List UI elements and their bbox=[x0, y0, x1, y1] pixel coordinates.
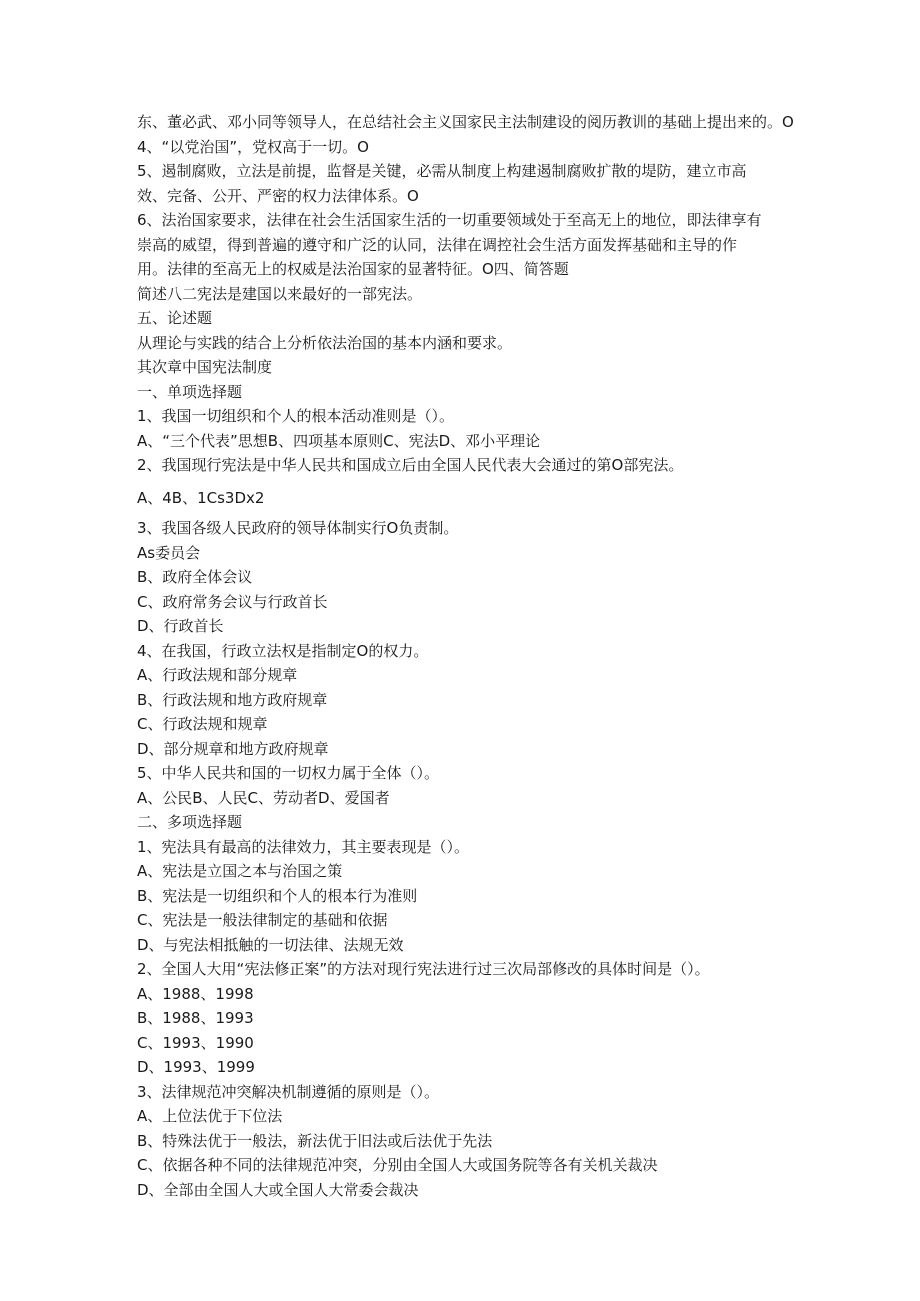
option-line: A、1988、1998 bbox=[137, 984, 254, 1003]
option-line: C、宪法是一般法律制定的基础和依据 bbox=[137, 911, 388, 929]
option-line: B、特殊法优于一般法，新法优于旧法或后法优于先法 bbox=[137, 1131, 493, 1150]
question-line: 2、全国人大用“宪法修正案”的方法对现行宪法进行过三次局部修改的具体时间是（）。 bbox=[137, 960, 710, 978]
option-line: D、部分规章和地方政府规章 bbox=[137, 739, 329, 758]
question-line: 3、法律规范冲突解决机制遵循的原则是（）。 bbox=[137, 1082, 440, 1101]
option-line: A、“三个代表”思想B、四项基本原则C、宪法D、邓小平理论 bbox=[137, 431, 541, 450]
text-line: 简述八二宪法是建国以来最好的一部宪法。 bbox=[137, 284, 423, 303]
question-line: 4、在我国，行政立法权是指制定O的权力。 bbox=[137, 641, 429, 660]
option-line: A、公民B、人民C、劳动者D、爱国者 bbox=[137, 788, 390, 807]
section-heading: 二、多项选择题 bbox=[137, 813, 243, 831]
option-line: D、行政首长 bbox=[137, 617, 224, 635]
option-line: D、1993、1999 bbox=[137, 1058, 255, 1076]
option-line: A、上位法优于下位法 bbox=[137, 1107, 283, 1125]
option-line: B、1988、1993 bbox=[137, 1009, 254, 1027]
text-line: 4、“以党治国”，党权高于一切。O bbox=[137, 137, 369, 156]
text-line: 5、遏制腐败，立法是前提，监督是关键，必需从制度上构建遏制腐败扩散的堤防，建立市高 bbox=[137, 162, 747, 180]
option-line: D、全部由全国人大或全国人大常委会裁决 bbox=[137, 1180, 419, 1199]
option-line: A、行政法规和部分规章 bbox=[137, 666, 298, 684]
option-line: C、依据各种不同的法律规范冲突，分别由全国人大或国务院等各有关机关裁决 bbox=[137, 1156, 658, 1174]
question-line: 1、宪法具有最高的法律效力，其主要表现是（）。 bbox=[137, 837, 470, 856]
text-line: 从理论与实践的结合上分析依法治国的基本内涵和要求。 bbox=[137, 333, 513, 352]
text-line: 崇高的威望，得到普遍的遵守和广泛的认同，法律在调控社会生活方面发挥基础和主导的作 bbox=[137, 235, 738, 254]
option-line: A、4B、1Cs3Dx2 bbox=[137, 488, 265, 507]
question-line: 3、我国各级人民政府的领导体制实行O负责制。 bbox=[137, 519, 459, 537]
option-line: C、行政法规和规章 bbox=[137, 715, 268, 733]
option-line: A、宪法是立国之本与治国之策 bbox=[137, 862, 343, 880]
option-line: B、政府全体会议 bbox=[137, 568, 253, 586]
document-body bbox=[137, 110, 797, 1202]
option-line: D、与宪法相抵触的一切法律、法规无效 bbox=[137, 935, 404, 954]
question-line: 5、中华人民共和国的一切权力属于全体（）。 bbox=[137, 764, 440, 782]
text-line: 6、法治国家要求，法律在社会生活国家生活的一切重要领域处于至高无上的地位，即法律享有 bbox=[137, 211, 762, 229]
chapter-heading: 其次章中国宪法制度 bbox=[137, 358, 273, 376]
text-line: 效、完备、公开、严密的权力法律体系。O bbox=[137, 186, 419, 205]
section-heading: 五、论述题 bbox=[137, 309, 213, 327]
option-line: B、宪法是一切组织和个人的根本行为准则 bbox=[137, 886, 418, 905]
text-line: 用。法律的至高无上的权威是法治国家的显著特征。O四、简答题 bbox=[137, 260, 569, 278]
option-line: C、1993、1990 bbox=[137, 1033, 254, 1052]
question-line: 2、我国现行宪法是中华人民共和国成立后由全国人民代表大会通过的第O部宪法。 bbox=[137, 456, 684, 474]
option-line: B、行政法规和地方政府规章 bbox=[137, 690, 328, 709]
text-line: 东、董必武、邓小同等领导人，在总结社会主义国家民主法制建设的阅历教训的基础上提出来的。O bbox=[137, 113, 794, 131]
option-line: C、政府常务会议与行政首长 bbox=[137, 592, 328, 611]
option-line: As委员会 bbox=[137, 543, 201, 562]
section-heading: 一、单项选择题 bbox=[137, 382, 243, 401]
question-line: 1、我国一切组织和个人的根本活动准则是（）。 bbox=[137, 407, 455, 425]
